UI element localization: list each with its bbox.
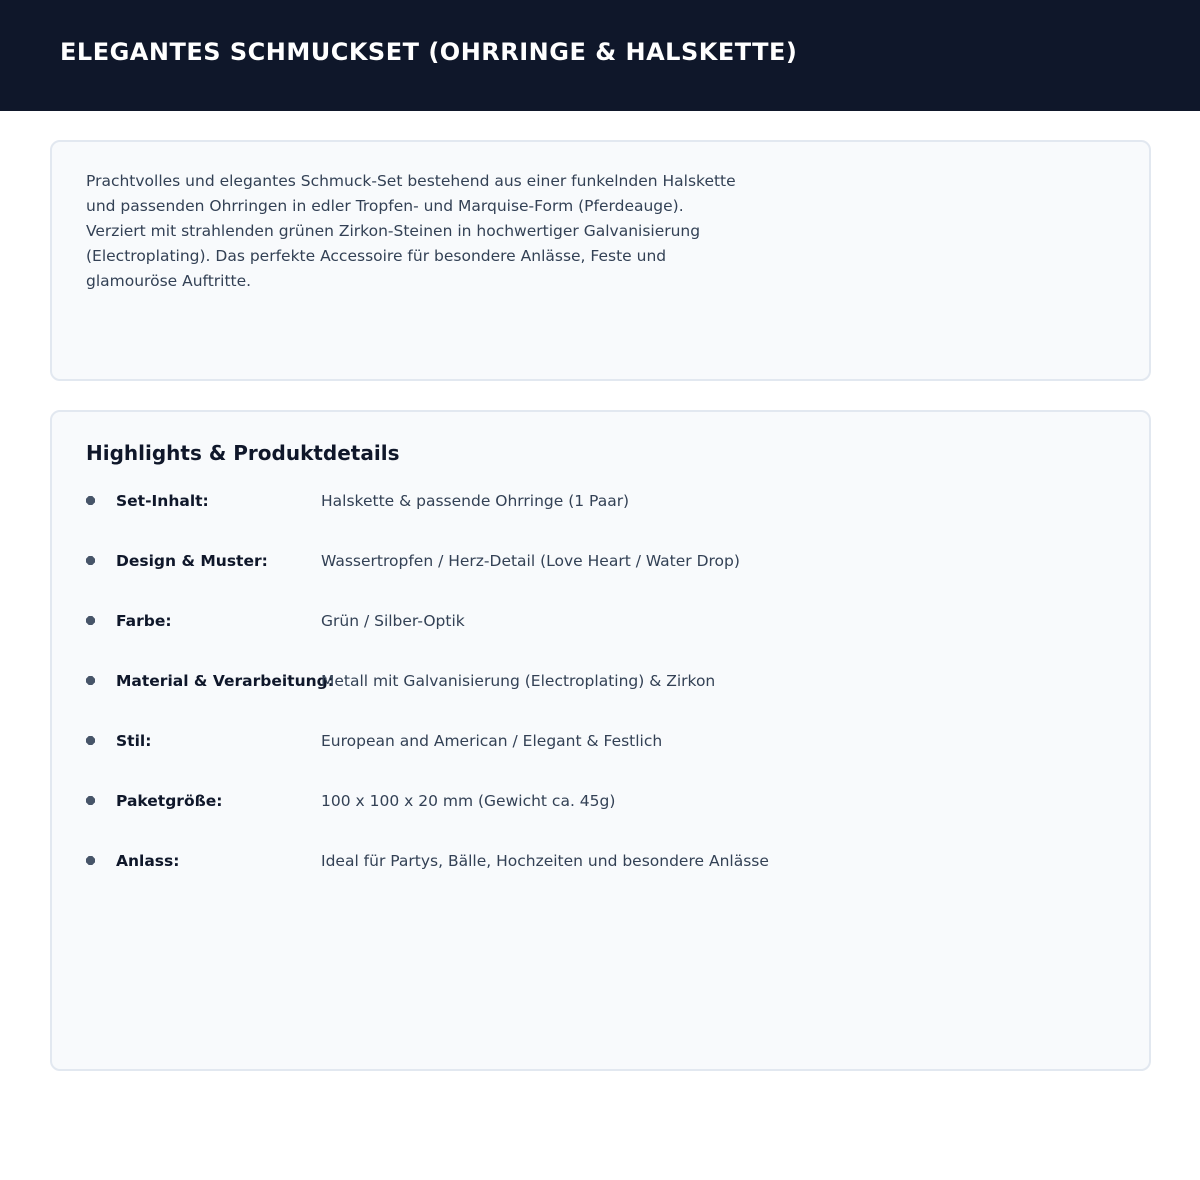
description-line: Verziert mit strahlenden grünen Zirkon-Steinen in hochwertiger Galvanisierung — [86, 222, 701, 240]
bullet-icon — [86, 496, 95, 505]
description-line: Prachtvolles und elegantes Schmuck-Set bestehend aus einer funkelnden Halskette — [86, 172, 736, 190]
detail-item-material — [86, 669, 1086, 693]
bullet-icon — [86, 796, 95, 805]
detail-label: Material & Verarbeitung: — [116, 672, 334, 690]
detail-value: Wassertropfen / Herz-Detail (Love Heart / Water Drop) — [321, 552, 740, 570]
detail-label: Anlass: — [116, 852, 180, 870]
bullet-icon — [86, 856, 95, 865]
detail-label: Design & Muster: — [116, 552, 268, 570]
bullet-icon — [86, 736, 95, 745]
detail-item-farbe — [86, 609, 1086, 633]
detail-item-anlass — [86, 849, 1086, 873]
page-header — [0, 0, 1200, 111]
description-line: und passenden Ohrringen in edler Tropfen- und Marquise-Form (Pferdeauge). — [86, 197, 684, 215]
detail-label: Paketgröße: — [116, 792, 223, 810]
bullet-icon — [86, 676, 95, 685]
detail-label: Set-Inhalt: — [116, 492, 209, 510]
details-heading: Highlights & Produktdetails — [86, 441, 400, 465]
detail-label: Stil: — [116, 732, 152, 750]
detail-label: Farbe: — [116, 612, 172, 630]
description-line: glamouröse Auftritte. — [86, 272, 252, 290]
detail-item-stil — [86, 729, 1086, 753]
bullet-icon — [86, 616, 95, 625]
description-card — [50, 140, 1151, 381]
detail-value: 100 x 100 x 20 mm (Gewicht ca. 45g) — [321, 792, 616, 810]
detail-value: Ideal für Partys, Bälle, Hochzeiten und besondere Anlässe — [321, 852, 769, 870]
product-description — [86, 169, 776, 294]
details-card — [50, 410, 1151, 1071]
description-line: (Electroplating). Das perfekte Accessoire für besondere Anlässe, Feste und — [86, 247, 667, 265]
detail-value: Metall mit Galvanisierung (Electroplating) & Zirkon — [321, 672, 716, 690]
detail-value: Grün / Silber-Optik — [321, 612, 465, 630]
detail-value: European and American / Elegant & Festlich — [321, 732, 663, 750]
bullet-icon — [86, 556, 95, 565]
detail-item-set-inhalt — [86, 489, 1086, 513]
detail-item-paketgroesse — [86, 789, 1086, 813]
page-title: ELEGANTES SCHMUCKSET (OHRRINGE & HALSKETTE) — [60, 38, 798, 66]
detail-item-design — [86, 549, 1086, 573]
detail-value: Halskette & passende Ohrringe (1 Paar) — [321, 492, 630, 510]
